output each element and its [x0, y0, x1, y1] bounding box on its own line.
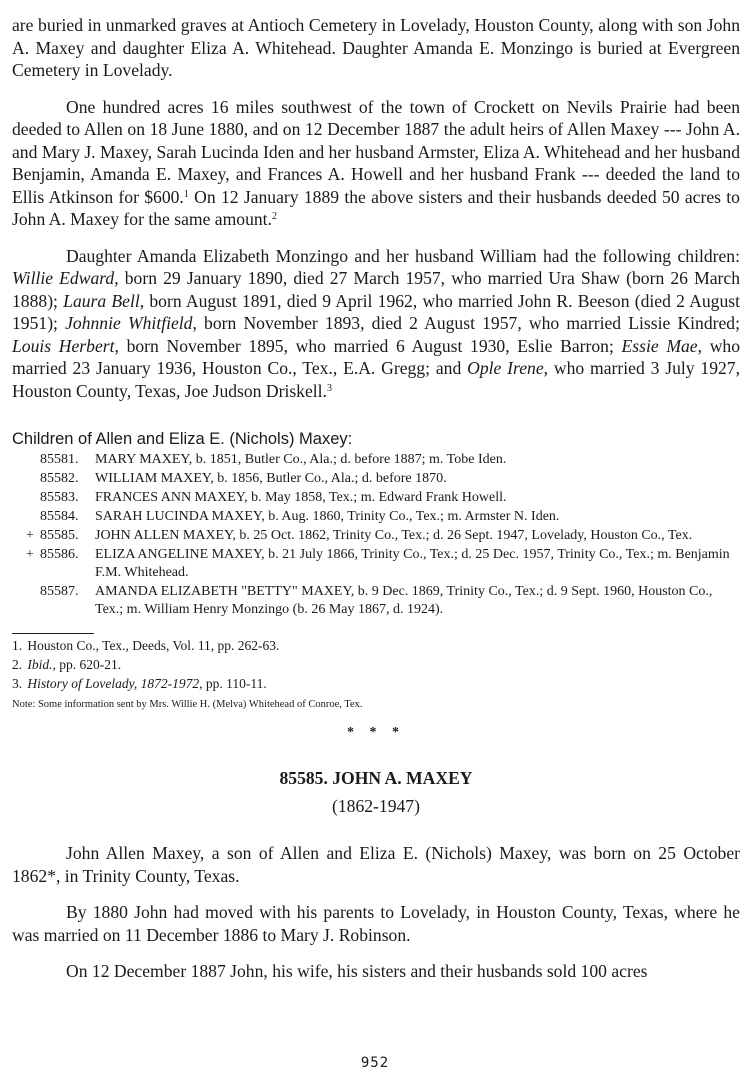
- footnote-number: 1.: [12, 638, 23, 653]
- paragraph-john-marriage: By 1880 John had moved with his parents to Lovelady, in Houston County, Texas, where he was married on 11 December 1886 to Mary J. Robinson.: [12, 902, 740, 945]
- child-number: 85582.: [40, 471, 79, 486]
- source-note: Note: Some information sent by Mrs. Willie H. (Melva) Whitehead of Conroe, Tex.: [12, 699, 363, 710]
- text-run: , born November 1893, died 2 August 1957, who married Lissie Kindred;: [192, 313, 740, 333]
- paragraph-john-land-sale: On 12 December 1887 John, his wife, his sisters and their husbands sold 100 acres: [66, 961, 648, 981]
- child-name: Laura Bell: [63, 290, 140, 311]
- text-run: , born August 1891, died 9 April 1962, who married John R. Beeson (died 2 August 1951);: [12, 290, 740, 333]
- paragraph-burial: are buried in unmarked graves at Antioch Cemetery in Lovelady, Houston County, along with son John A. Maxey and daughter Eliza A. Whitehead. Daughter Amanda E. Monzingo is buried at Evergreen Cemetery in Lovelady.: [12, 15, 740, 80]
- descendant-marker: +: [26, 547, 34, 562]
- paragraph-john-birth: John Allen Maxey, a son of Allen and Eliza E. (Nichols) Maxey, was born on 25 October 1862*, in Trinity County, Texas.: [12, 843, 740, 886]
- section-separator: * * *: [347, 725, 405, 740]
- child-number: 85583.: [40, 490, 79, 505]
- child-name: Johnnie Whitfield: [65, 313, 193, 333]
- paragraph-land-deed: [12, 96, 740, 231]
- child-number: 85586.: [40, 547, 79, 562]
- footnote-text: , pp. 620-21.: [52, 657, 122, 672]
- footnote-2: [12, 656, 740, 674]
- child-number: 85584.: [40, 509, 79, 524]
- text-run: , born November 1895, who married 6 August 1930, Eslie Barron;: [114, 335, 622, 356]
- child-name: Louis Herbert: [12, 335, 115, 356]
- footnote-ref-1: 1: [183, 188, 189, 200]
- text-run: , born 29 January 1890, died 27 March 1957, who married Ura Shaw (born 26 March 1888);: [12, 268, 740, 311]
- child-text: JOHN ALLEN MAXEY, b. 25 Oct. 1862, Trinity Co., Tex.; d. 26 Sept. 1947, Lovelady, Houston Co., Tex.: [95, 528, 693, 543]
- child-name: Willie Edward: [12, 268, 115, 288]
- child-entry: [12, 508, 740, 526]
- footnote-citation: History of Lovelady, 1872-1972: [27, 676, 200, 691]
- children-list: [12, 451, 740, 619]
- footnote-number: 2.: [12, 657, 23, 672]
- footnote-3: [12, 675, 740, 693]
- child-text: WILLIAM MAXEY, b. 1856, Butler Co., Ala.; d. before 1870.: [95, 471, 447, 486]
- section-years: (1862-1947): [332, 796, 420, 816]
- footnote-text: Houston Co., Tex., Deeds, Vol. 11, pp. 262-63.: [27, 638, 280, 653]
- text-run: , who married 3 July 1927, Houston County, Texas, Joe Judson Driskell.: [12, 358, 740, 401]
- child-entry: [12, 489, 740, 507]
- paragraph-monzingo-children: [12, 245, 740, 403]
- page-number: 952: [360, 1055, 390, 1071]
- child-text: ELIZA ANGELINE MAXEY, b. 21 July 1866, Trinity Co., Tex.; d. 25 Dec. 1957, Trinity Co., Tex.; m. Benjamin F.M. Whitehead.: [95, 547, 730, 580]
- child-number: 85581.: [40, 452, 79, 467]
- child-name: Ople Irene: [467, 358, 544, 378]
- child-entry: [12, 546, 740, 582]
- child-entry: [12, 470, 740, 488]
- child-text: SARAH LUCINDA MAXEY, b. Aug. 1860, Trinity Co., Tex.; m. Armster N. Iden.: [95, 509, 560, 524]
- descendant-marker: +: [26, 528, 34, 543]
- child-entry: [12, 451, 740, 469]
- child-number: 85587.: [40, 584, 79, 599]
- footnote-divider: [12, 633, 94, 634]
- footnote-citation: Ibid.: [27, 657, 53, 672]
- footnote-ref-3: 3: [326, 382, 332, 394]
- footnote-number: 3.: [12, 676, 23, 691]
- text-run: , who married 23 January 1936, Houston Co., Tex., E.A. Gregg; and: [12, 335, 740, 378]
- footnote-1: [12, 637, 740, 655]
- footnote-ref-2: 2: [271, 211, 277, 222]
- deed-text-b: On 12 January 1889 the above sisters and their husbands deeded 50 acres to John A. Maxey for the same amount.: [12, 186, 740, 229]
- page-body: [12, 14, 740, 997]
- child-name: Essie Mae: [621, 335, 698, 356]
- child-text: FRANCES ANN MAXEY, b. May 1858, Tex.; m. Edward Frank Howell.: [95, 490, 507, 505]
- deed-text-a: One hundred acres 16 miles southwest of the town of Crockett on Nevils Prairie had been deeded to Allen on 18 June 1880, and on 12 December 1887 the adult heirs of Allen Maxey --- John A. and Mary J. Maxey, Sarah Lucinda Iden and her husband Armster, Eliza A. Whitehead and her husband Benjamin, Amanda E. Maxey, and Frances A. Howell and her husband Frank --- deeded the land to Ellis Atkinson for $600.: [12, 96, 740, 207]
- footnote-text: , pp. 110-11.: [199, 676, 267, 691]
- section-title: 85585. JOHN A. MAXEY: [279, 768, 473, 788]
- child-text: AMANDA ELIZABETH "BETTY" MAXEY, b. 9 Dec. 1869, Trinity Co., Tex.; d. 9 Sept. 1960, Houston Co., Tex.; m. William Henry Monzingo (b. 26 May 1867, d. 1924).: [95, 584, 713, 617]
- children-heading: Children of Allen and Eliza E. (Nichols) Maxey:: [12, 430, 353, 448]
- child-entry: [12, 583, 740, 619]
- child-number: 85585.: [40, 528, 79, 543]
- child-text: MARY MAXEY, b. 1851, Butler Co., Ala.; d. before 1887; m. Tobe Iden.: [95, 452, 507, 467]
- child-entry: [12, 527, 740, 545]
- text-run: Daughter Amanda Elizabeth Monzingo and her husband William had the following children:: [66, 245, 740, 266]
